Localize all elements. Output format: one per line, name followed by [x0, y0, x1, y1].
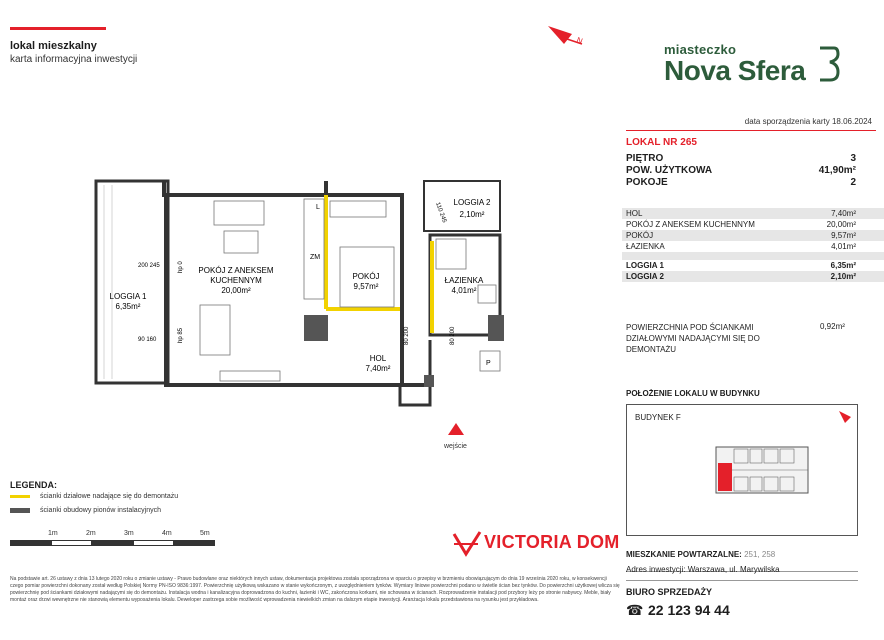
hp-mark: hp 0 [178, 261, 184, 273]
room-area: 4,01m² [831, 242, 856, 251]
legend-item [10, 493, 178, 500]
svg-text:N: N [575, 35, 584, 46]
sales-phone[interactable]: 22 123 94 44 [648, 602, 730, 618]
logo-mark-icon [816, 44, 842, 84]
loggia1-label: LOGGIA 1 [109, 292, 147, 301]
wardrobe [330, 201, 386, 217]
legend-title: LEGENDA: [10, 480, 57, 490]
building-plan-image [712, 433, 812, 505]
floor-value: 3 [850, 153, 856, 164]
room-area-label: 9,57m² [353, 282, 379, 291]
install-wall [488, 315, 504, 341]
table [224, 231, 258, 253]
floor-row [626, 153, 856, 164]
north-arrow-icon [837, 409, 855, 431]
building-location-box [626, 404, 858, 536]
header-accent-bar [10, 27, 106, 30]
room-label: POKÓJ [352, 272, 380, 281]
area-row [626, 165, 856, 176]
loggia2-label: LOGGIA 2 [453, 198, 491, 207]
hol-area-label: 7,40m² [365, 364, 391, 373]
l-mark: L [316, 204, 320, 211]
page-title: lokal mieszkalny [10, 40, 97, 52]
room-name: POKÓJ [626, 231, 654, 240]
loggia1-area-label: 6,35m² [115, 302, 141, 311]
logo-small-text: miasteczko [664, 42, 737, 57]
sofa [214, 201, 264, 225]
living-area: 20,00m² [221, 286, 251, 295]
dining-table [200, 305, 230, 355]
install-wall [304, 315, 328, 341]
scale-label: 5m [200, 530, 210, 537]
door-dim: 80 200 [450, 326, 456, 345]
building-name: BUDYNEK F [635, 413, 681, 422]
loggia-name: LOGGIA 2 [626, 272, 664, 281]
scale-label: 2m [86, 530, 96, 537]
door-dim: 110 245 [434, 201, 448, 224]
entrance-label: wejście [444, 443, 467, 450]
rooms-row [626, 177, 856, 188]
zm-mark: ZM [310, 254, 321, 261]
rooms-label: POKOJE [626, 177, 668, 188]
divider [626, 580, 858, 581]
loggia-area: 6,35m² [830, 261, 856, 270]
hp-mark: hp 85 [178, 327, 184, 343]
toilet [478, 285, 496, 303]
spacer [622, 252, 884, 260]
floor-label: PIĘTRO [626, 153, 664, 164]
creation-date: data sporządzenia karty 18.06.2024 [744, 117, 872, 126]
scale-bar [10, 540, 215, 546]
kitchen-counter [304, 199, 324, 299]
brand-name: VICTORIA DOM [484, 532, 620, 552]
living-label: POKÓJ Z ANEKSEM KUCHENNYM [198, 266, 274, 285]
p-mark: P [486, 360, 491, 367]
area-value: 41,90m² [818, 165, 856, 176]
legal-footer: Na podstawie art. 26 ustawy z dnia 13 lutego 2020 roku o zmianie ustawy - Prawo budowlane oraz niektórych innych ustaw, dokumentacja projektowa została sporządzona w oparciu o przepisy w brzmieniu obowiązującym do dnia 19 września 2020 roku, w konsekwencji czego pomiar powierzchni dokonany został według Polskiej Normy PN-ISO 9836:1997. Powierzchnię użytkową wskazano w stanie wykończonym, z uwzględnieniem tynków. Wymiary liniowe powierzchni podano w świetle ścian bez tynków. Do powierzchni użytkowej wlicza się powierzchnię pod ściankami działowymi nadającymi się do demontażu. Instalacja wodna i kanalizacyjna doprowadzona do kuchni, łazienki i WC, zakończona korkami, nie schowana w ścianach. Rozprowadzenie instalacji pod przybory leży po stronie nabywcy. Meble, biały montaż oraz drzwi wewnętrzne nie stanowią elementu wyposażenia lokalu. Deweloper zastrzega sobie możliwość wprowadzenia niewielkich zmian na dalszym etapie inwestycji. Aranżacja lokalu przedstawiona na rysunku jest przykładowa. [10, 576, 620, 603]
victoria-dom-logo-icon [452, 530, 482, 558]
loggia1-outline [96, 181, 168, 383]
room-area: 20,00m² [826, 220, 856, 229]
hol-label: HOL [369, 354, 387, 363]
loggia2-area-label: 2,10m² [459, 210, 485, 219]
repeat-label: MIESZKANIE POWTARZALNE: [626, 550, 742, 559]
door-dim: 80 200 [404, 326, 410, 345]
loggia-row [622, 271, 884, 282]
logo-big-text: Nova Sfera [664, 55, 806, 86]
unit-number: LOKAL NR 265 [626, 137, 697, 148]
legend-item [10, 507, 161, 514]
room-name: HOL [626, 209, 643, 218]
room-name: POKÓJ Z ANEKSEM KUCHENNYM [626, 220, 755, 229]
page-subtitle: karta informacyjna inwestycji [10, 54, 138, 65]
entrance-arrow-icon [448, 423, 464, 435]
room-area: 9,57m² [831, 231, 856, 240]
room-name: ŁAZIENKA [626, 242, 665, 251]
room-area: 7,40m² [831, 209, 856, 218]
repeat-units [626, 550, 775, 559]
room-row [622, 230, 884, 241]
install-wall [424, 375, 434, 387]
scale-label: 4m [162, 530, 172, 537]
area-label: POW. UŻYTKOWA [626, 165, 713, 176]
location-title: POŁOŻENIE LOKALU W BUDYNKU [626, 389, 760, 398]
window-dim: 200 245 [138, 263, 160, 269]
legend-label: ścianki obudowy pionów instalacyjnych [40, 507, 162, 514]
room-row [622, 208, 884, 219]
cabinet [220, 371, 280, 381]
rooms-value: 2 [850, 177, 856, 188]
yellow-swatch [10, 495, 30, 498]
investment-address: Adres inwestycji: Warszawa, ul. Marywilska [626, 565, 780, 574]
rooms-table [622, 208, 884, 282]
divider [626, 130, 876, 131]
north-arrow-icon [542, 20, 592, 50]
demolish-area-note: POWIERZCHNIA POD ŚCIANKAMI DZIAŁOWYMI NADAJĄCYMI SIĘ DO DEMONTAŻU [626, 323, 760, 354]
bath-label: ŁAZIENKA [444, 276, 484, 285]
legend-label: ścianki działowe nadające się do demontażu [40, 493, 179, 500]
scale-label: 3m [124, 530, 134, 537]
room-row [622, 219, 884, 230]
repeat-value: 251, 258 [744, 550, 776, 559]
loggia-area: 2,10m² [830, 272, 856, 281]
bath-area-label: 4,01m² [451, 286, 477, 295]
scale-label: 1m [48, 530, 58, 537]
floor-plan [90, 175, 520, 445]
loggia-name: LOGGIA 1 [626, 261, 664, 270]
window-dim: 90 160 [138, 337, 157, 343]
phone-icon: ☎ [626, 602, 644, 618]
demolish-area-value: 0,92m² [820, 322, 845, 331]
gray-swatch [10, 508, 30, 513]
loggia-row [622, 260, 884, 271]
sales-label: BIURO SPRZEDAŻY [626, 587, 713, 597]
shower [436, 239, 466, 269]
room-row [622, 241, 884, 252]
